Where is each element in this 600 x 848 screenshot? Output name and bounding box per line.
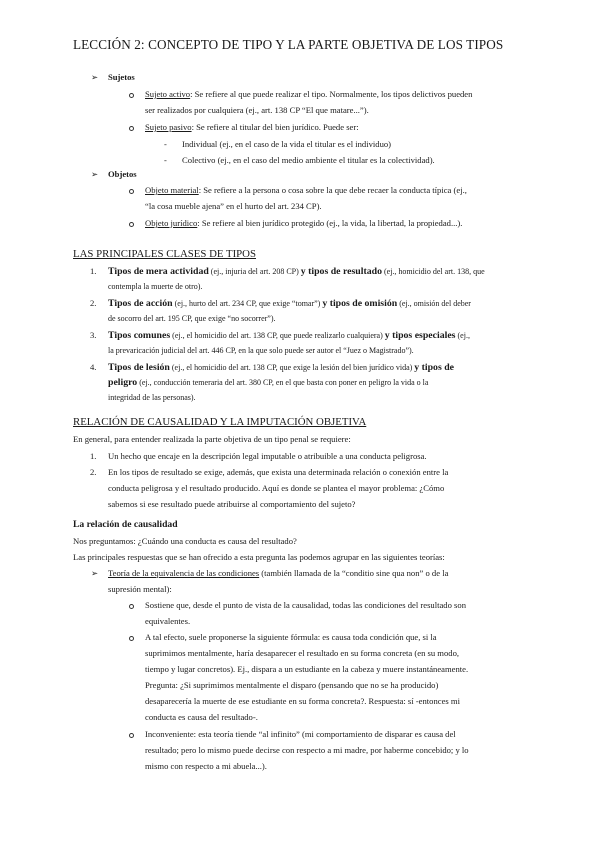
paragraph-line: resultado; pero lo mismo puede decirse con respecto a mi madre, por haberme concebido; y lo (145, 745, 469, 755)
list-item-causalidad-1: Un hecho que encaje en la descripción legal imputable o atribuible a una conducta peligrosa. (108, 451, 427, 461)
subheading-relacion: La relación de causalidad (73, 519, 178, 530)
dash-bullet-icon: - (164, 140, 167, 149)
paragraph-line: integridad de las personas). (108, 393, 196, 402)
paragraph-line: sabemos si ese resultado puede atribuirse al comportamiento del sujeto? (108, 499, 356, 509)
circle-bullet-icon (129, 189, 134, 194)
circle-bullet-icon (129, 636, 134, 641)
paragraph-sujeto-activo: Sujeto activo: Se refiere al que puede realizar el tipo. Normalmente, los tipos delictivos pueden (145, 89, 473, 99)
circle-bullet-icon (129, 126, 134, 131)
paragraph-line: mismo con respecto a mi abuela...). (145, 761, 267, 771)
paragraph-objeto-juridico: Objeto jurídico: Se refiere al bien jurídico protegido (ej., la vida, la libertad, la propiedad...). (145, 218, 463, 228)
paragraph-line: tiempo y lugar concretos). Ej., dispara a un estudiante en la cabeza y muere instantáneamente. (145, 664, 469, 674)
list-number: 1. (90, 451, 97, 461)
list-number: 2. (90, 298, 97, 308)
paragraph-intro: En general, para entender realizada la parte objetiva de un tipo penal se requiere: (73, 434, 351, 444)
arrow-bullet-icon: ➢ (91, 73, 99, 82)
paragraph-line: de socorro del art. 195 CP, que exige “no socorrer”). (108, 314, 276, 323)
heading-objetos: Objetos (108, 169, 137, 179)
paragraph-line: conducta peligrosa y el resultado producido. Aquí es donde se plantea el mayor problema: ¿Cómo (108, 483, 445, 493)
list-item-clase-2: Tipos de acción (ej., hurto del art. 234 CP, que exige “tomar”) y tipos de omisión (ej., omisión del deber (108, 298, 471, 309)
paragraph-objeto-material: Objeto material: Se refiere a la persona o cosa sobre la que debe recaer la conducta típica (ej., (145, 185, 467, 195)
list-item-colectivo: Colectivo (ej., en el caso del medio ambiente el titular es la colectividad). (182, 155, 435, 165)
list-number: 3. (90, 330, 97, 340)
bullet-sostiene: Sostiene que, desde el punto de vista de la causalidad, todas las condiciones del resultado son (145, 600, 466, 610)
list-item-clase-1: Tipos de mera actividad (ej., injuria del art. 208 CP) y tipos de resultado (ej., homicidio del art. 138, que (108, 266, 485, 277)
list-number: 4. (90, 362, 97, 372)
list-item-clase-3: Tipos comunes (ej., el homicidio del art. 138 CP, que puede realizarlo cualquiera) y tipos especiales (ej., (108, 330, 470, 341)
paragraph-line: “la cosa mueble ajena” en el hurto del art. 234 CP). (145, 201, 322, 211)
paragraph-line: peligro (ej., conducción temeraria del art. 380 CP, en el que basta con poner en peligro la vida o la (108, 377, 429, 388)
bullet-formula: A tal efecto, suele proponerse la siguiente fórmula: es causa toda condición que, si la (145, 632, 437, 642)
bullet-inconveniente: Inconveniente: esta teoría tiende “al infinito” (mi comportamiento de disparar es causa del (145, 729, 456, 739)
paragraph-sujeto-pasivo: Sujeto pasivo: Se refiere al titular del bien jurídico. Puede ser: (145, 122, 359, 132)
list-item-individual: Individual (ej., en el caso de la vida el titular es el individuo) (182, 139, 392, 149)
heading-sujetos: Sujetos (108, 72, 135, 82)
dash-bullet-icon: - (164, 156, 167, 165)
paragraph-question: Nos preguntamos: ¿Cuándo una conducta es causa del resultado? (73, 536, 297, 546)
paragraph-line: la prevaricación judicial del art. 446 CP, en la que solo puede ser autor el “Juez o Magistrado”). (108, 346, 414, 355)
arrow-bullet-icon: ➢ (91, 569, 99, 578)
circle-bullet-icon (129, 222, 134, 227)
arrow-bullet-icon: ➢ (91, 170, 99, 179)
circle-bullet-icon (129, 604, 134, 609)
paragraph-teoria-equivalencia: Teoría de la equivalencia de las condiciones (también llamada de la “conditio sine qua non” o de la (108, 568, 449, 578)
section-heading-clases: LAS PRINCIPALES CLASES DE TIPOS (73, 248, 256, 260)
paragraph-line: Pregunta: ¿Si suprimimos mentalmente el disparo (pensando que no se ha producido) (145, 680, 439, 690)
list-item-clase-4: Tipos de lesión (ej., el homicidio del art. 138 CP, que exige la lesión del bien jurídico vida) y tipos de (108, 362, 455, 373)
paragraph-line: desaparecería la muerte de ese estudiante en su forma concreta?. Respuesta: sí -entonces mi (145, 696, 460, 706)
paragraph-line: ser realizados por cualquiera (ej., art. 138 CP “El que matare...”). (145, 105, 369, 115)
paragraph-line: supresión mental): (108, 584, 172, 594)
list-number: 1. (90, 266, 97, 276)
circle-bullet-icon (129, 93, 134, 98)
paragraph-line: conducta es causa del resultado-. (145, 712, 258, 722)
list-number: 2. (90, 467, 97, 477)
paragraph-line: equivalentes. (145, 616, 191, 626)
list-item-causalidad-2: En los tipos de resultado se exige, además, que exista una determinada relación o conexión entre la (108, 467, 449, 477)
page-title: LECCIÓN 2: CONCEPTO DE TIPO Y LA PARTE OBJETIVA DE LOS TIPOS (73, 37, 504, 52)
paragraph-line: contempla la muerte de otro). (108, 282, 203, 291)
circle-bullet-icon (129, 733, 134, 738)
section-heading-causalidad: RELACIÓN DE CAUSALIDAD Y LA IMPUTACIÓN OBJETIVA (73, 416, 367, 428)
paragraph-line: suprimimos mentalmente, haría desaparecer el resultado en su forma concreta (en su modo, (145, 648, 460, 658)
paragraph-teorias: Las principales respuestas que se han ofrecido a esta pregunta las podemos agrupar en las siguientes teorías: (73, 552, 445, 562)
